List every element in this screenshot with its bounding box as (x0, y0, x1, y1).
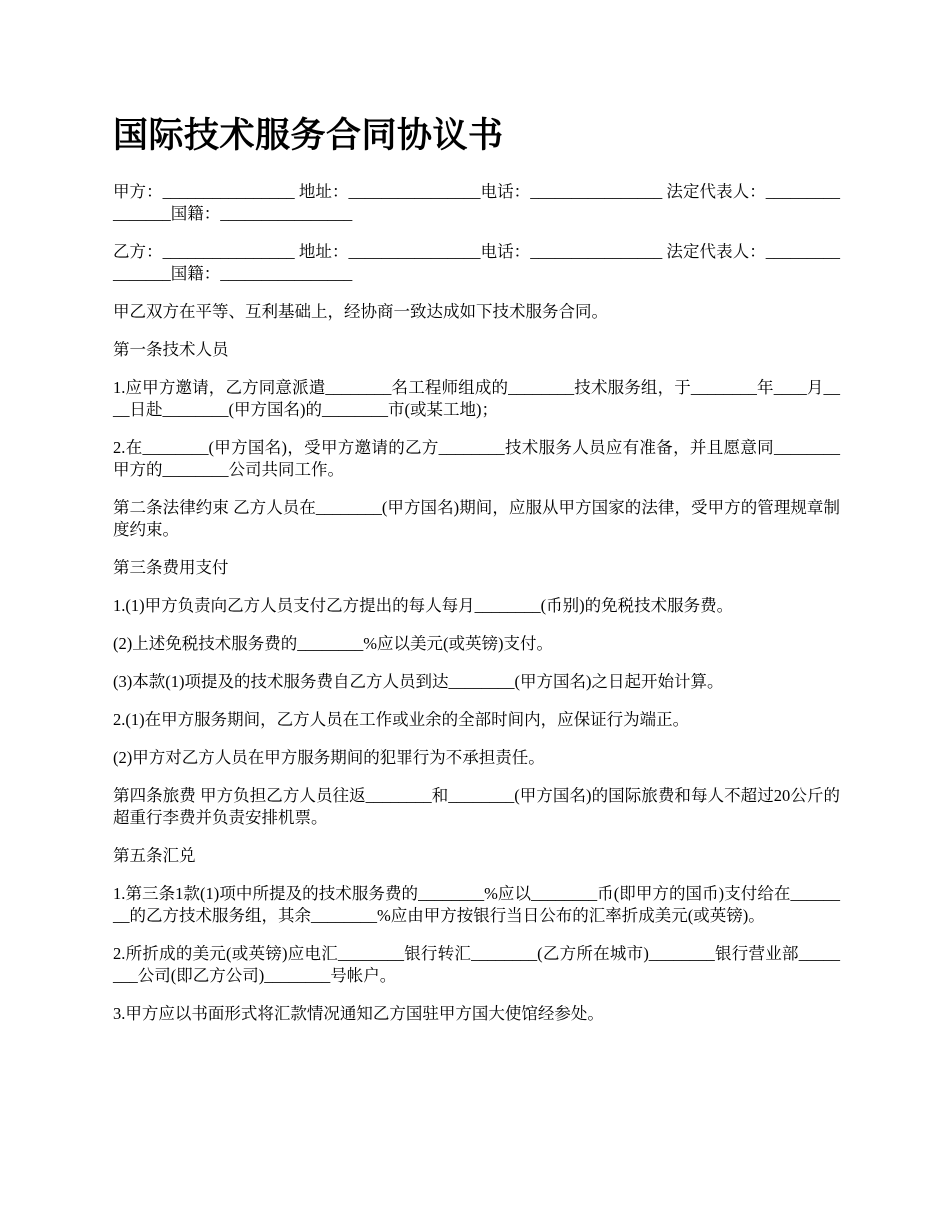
article-3-clause-2-2: (2)甲方对乙方人员在甲方服务期间的犯罪行为不承担责任。 (113, 748, 545, 767)
article-5-heading: 第五条汇兑 (113, 846, 196, 865)
document-title: 国际技术服务合同协议书 (113, 116, 504, 155)
article-3-clause-2-1: 2.(1)在甲方服务期间，乙方人员在工作或业余的全部时间内，应保证行为端正。 (113, 710, 690, 729)
article-1-clause-1: 1.应甲方邀请，乙方同意派遣________名工程师组成的________技术服务组，于________年____月____日赴________(甲方国名)的________市(或某工地)； (113, 378, 840, 419)
article-5-clause-1: 1.第三条1款(1)项中所提及的技术服务费的________%应以________币(即甲方的国币)支付给在________的乙方技术服务组，其余________%应由甲方按银行当日公布的汇率折成美元(或英镑)。 (113, 884, 840, 925)
article-2-paragraph: 第二条法律约束 乙方人员在________(甲方国名)期间，应服从甲方国家的法律，受甲方的管理规章制度约束。 (113, 498, 840, 539)
article-5-clause-3: 3.甲方应以书面形式将汇款情况通知乙方国驻甲方国大使馆经参处。 (113, 1004, 604, 1023)
article-3-clause-1-3: (3)本款(1)项提及的技术服务费自乙方人员到达________(甲方国名)之日起开始计算。 (113, 672, 724, 691)
party-a-info: 甲方：________________ 地址：________________电话：________________ 法定代表人：________________国籍：________________ (113, 182, 840, 223)
party-b-info: 乙方：________________ 地址：________________电话：________________ 法定代表人：________________国籍：________________ (113, 242, 840, 283)
article-3-heading: 第三条费用支付 (113, 558, 229, 577)
article-1-heading: 第一条技术人员 (113, 340, 229, 359)
article-5-clause-2: 2.所折成的美元(或英镑)应电汇________银行转汇________(乙方所在城市)________银行营业部________公司(即乙方公司)________号帐户。 (113, 944, 840, 985)
intro-paragraph: 甲乙双方在平等、互利基础上，经协商一致达成如下技术服务合同。 (113, 302, 608, 321)
document-page (113, 110, 840, 1041)
article-3-clause-1-2: (2)上述免税技术服务费的________%应以美元(或英镑)支付。 (113, 634, 553, 653)
article-4-paragraph: 第四条旅费 甲方负担乙方人员往返________和________(甲方国名)的国际旅费和每人不超过20公斤的超重行李费并负责安排机票。 (113, 786, 840, 827)
article-1-clause-2: 2.在________(甲方国名)，受甲方邀请的乙方________技术服务人员应有准备，并且愿意同________甲方的________公司共同工作。 (113, 438, 840, 479)
article-3-clause-1-1: 1.(1)甲方负责向乙方人员支付乙方提出的每人每月________(币别)的免税技术服务费。 (113, 596, 734, 615)
